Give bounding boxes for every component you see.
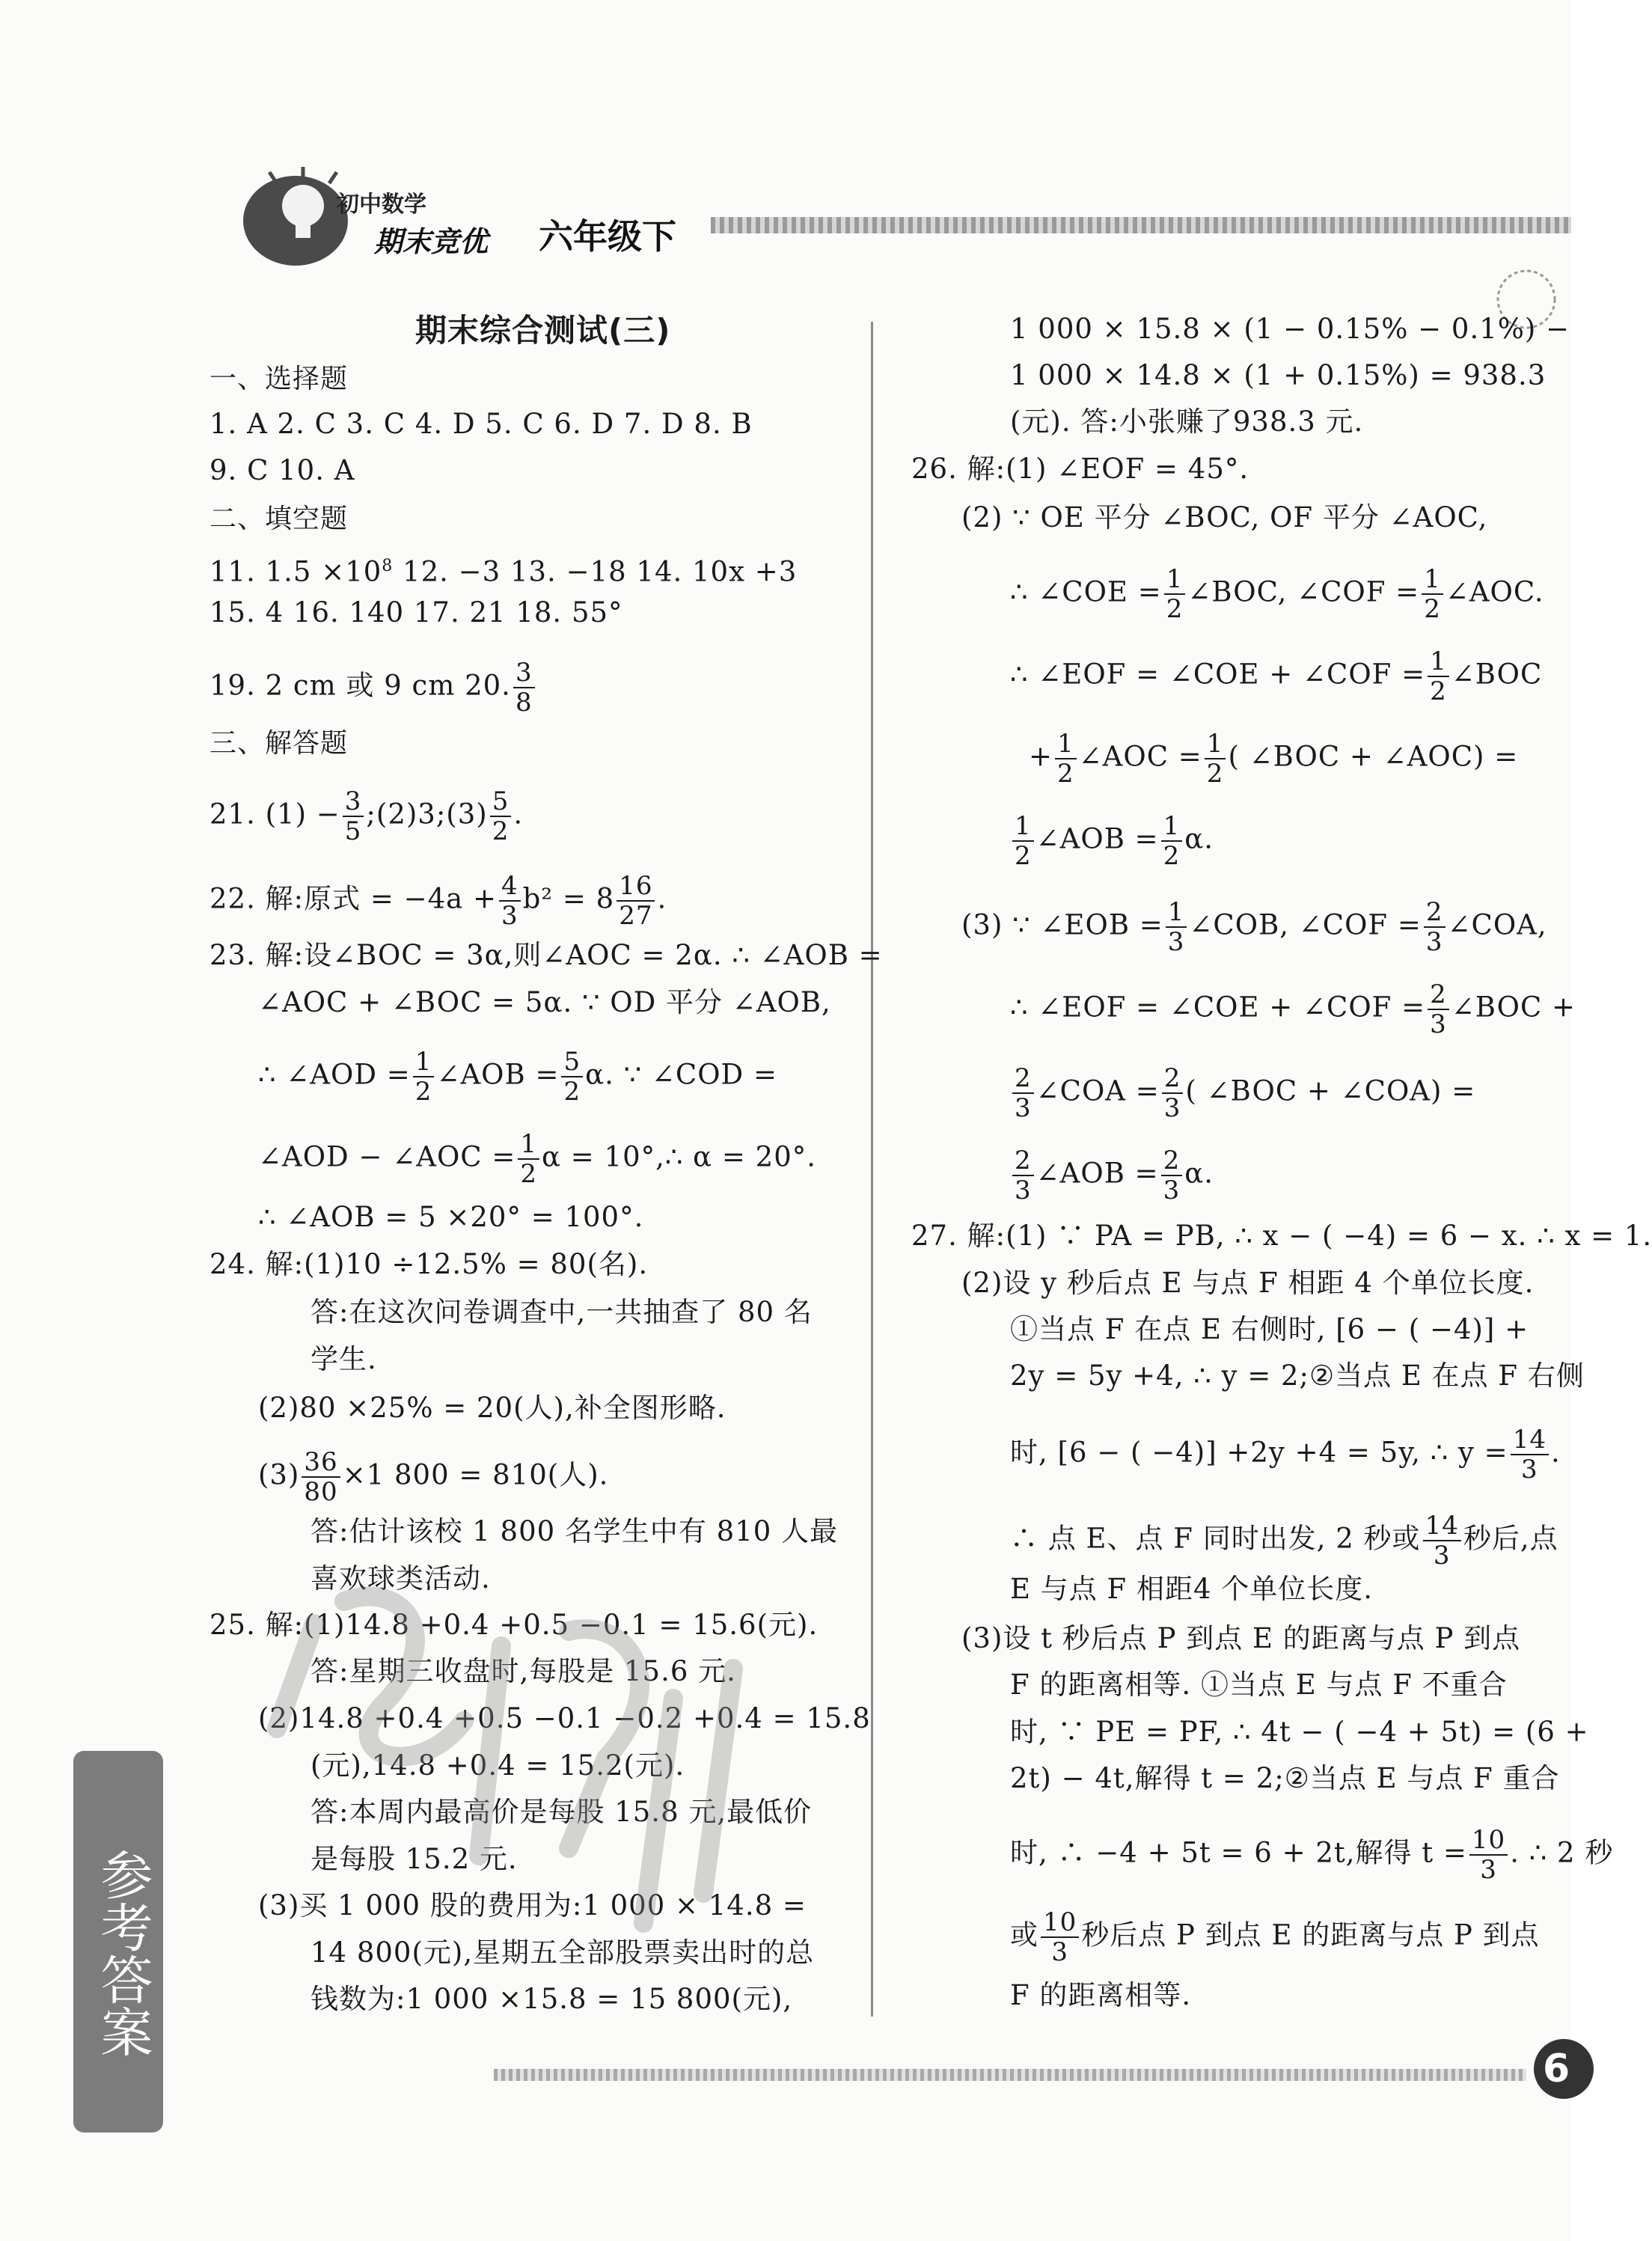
answer-line: ∴ ∠COE = $\frac{1}{2}$ ∠BOC, ∠COF = $\frac{1}{2}$ ∠AOC.	[1010, 564, 1544, 624]
answer-line: 24. 解:(1)10 ÷12.5% = 80(名).	[209, 1248, 649, 1280]
answer-line: 9. C 10. A	[209, 454, 355, 486]
column-divider	[871, 322, 873, 2017]
answer-line: 喜欢球类活动.	[310, 1562, 491, 1595]
answer-line: ∴ ∠AOD = $\frac{1}{2}$ ∠AOB = $\frac{5}{2}$ α. ∵ ∠COD =	[258, 1047, 777, 1107]
fraction: $\frac{10}{3}$	[1041, 1908, 1079, 1966]
answer-line: 1. A 2. C 3. C 4. D 5. C 6. D 7. D 8. B	[209, 408, 753, 440]
answer-line: 2y = 5y +4, ∴ y = 2;②当点 E 在点 F 右侧	[1010, 1360, 1585, 1392]
answer-line: F 的距离相等.	[1010, 1979, 1192, 2011]
answer-line: F 的距离相等. ①当点 E 与点 F 不重合	[1010, 1669, 1508, 1701]
fraction: $\frac{1}{3}$	[1166, 898, 1187, 956]
answer-line: $\frac{1}{2}$ ∠AOB = $\frac{1}{2}$ α.	[1010, 812, 1214, 870]
answer-line: 14 800(元),星期五全部股票卖出时的总	[310, 1936, 815, 1969]
fraction: $\frac{2}{3}$	[1161, 1146, 1183, 1205]
answer-line: 钱数为:1 000 ×15.8 = 15 800(元),	[310, 1983, 793, 2015]
fraction: $\frac{1}{2}$	[1164, 565, 1186, 623]
answer-line: E 与点 F 相距4 个单位长度.	[1010, 1573, 1374, 1605]
answer-line: 是每股 15.2 元.	[310, 1843, 518, 1875]
fraction: $\frac{4}{3}$	[499, 872, 521, 930]
fraction: $\frac{16}{27}$	[617, 872, 655, 930]
answer-line: 1 000 × 15.8 × (1 − 0.15% − 0.1%) −	[1010, 313, 1570, 345]
side-tab-label: 参考答案	[92, 1848, 153, 2058]
fraction: $\frac{3}{8}$	[513, 658, 535, 717]
fraction: $\frac{1}{2}$	[1422, 565, 1443, 623]
answer-line: 27. 解:(1) ∵ PA = PB, ∴ x − ( −4) = 6 − x. ∴ x = 1.	[911, 1220, 1652, 1252]
fraction: $\frac{2}{3}$	[1424, 898, 1446, 956]
fraction: $\frac{1}{2}$	[1428, 647, 1449, 706]
answer-line: (元). 答:小张赚了938.3 元.	[1010, 406, 1364, 438]
answer-line: 时, [6 − ( −4)] +2y +4 = 5y, ∴ y = $\frac{14}{3}$ .	[1010, 1425, 1561, 1485]
answer-line: 时, ∵ PE = PF, ∴ 4t − ( −4 + 5t) = (6 +	[1010, 1716, 1589, 1748]
fraction: $\frac{2}{3}$	[1012, 1146, 1034, 1205]
fraction: $\frac{1}{2}$	[1055, 730, 1077, 788]
answer-line: (元),14.8 +0.4 = 15.2(元).	[310, 1749, 685, 1782]
fraction: $\frac{14}{3}$	[1423, 1511, 1461, 1570]
header-grade: 六年级下	[539, 216, 676, 257]
answer-line: (2)设 y 秒后点 E 与点 F 相距 4 个单位长度.	[961, 1267, 1535, 1299]
fraction: $\frac{5}{2}$	[490, 787, 512, 846]
footer-dotted-band	[494, 2069, 1526, 2081]
answer-line: 答:估计该校 1 800 名学生中有 810 人最	[310, 1515, 839, 1547]
answer-line: 时, ∴ −4 + 5t = 6 + 2t,解得 t = $\frac{10}{3}$ . ∴ 2 秒	[1010, 1825, 1614, 1885]
answer-line: 1 000 × 14.8 × (1 + 0.15%) = 938.3	[1010, 359, 1547, 391]
fraction: $\frac{1}{2}$	[1012, 812, 1034, 870]
answer-line: 15. 4 16. 140 17. 21 18. 55°	[209, 596, 623, 629]
watermark-icon	[254, 1534, 838, 1953]
fraction: $\frac{1}{2}$	[518, 1130, 539, 1188]
answer-line: (2) ∵ OE 平分 ∠BOC, OF 平分 ∠AOC,	[961, 501, 1488, 534]
fraction: $\frac{1}{2}$	[1205, 730, 1226, 788]
answer-line: 或 $\frac{10}{3}$ 秒后点 P 到点 E 的距离与点 P 到点	[1010, 1907, 1540, 1967]
fraction: $\frac{2}{3}$	[1428, 980, 1449, 1039]
section-heading: 三、解答题	[209, 728, 349, 759]
fraction: $\frac{1}{2}$	[1161, 812, 1183, 870]
answer-line: 学生.	[310, 1343, 377, 1375]
fraction: $\frac{5}{2}$	[561, 1048, 583, 1106]
fraction: $\frac{2}{3}$	[1012, 1064, 1034, 1122]
page-number: 6	[1534, 2039, 1594, 2099]
answer-line: + $\frac{1}{2}$ ∠AOC = $\frac{1}{2}$ ( ∠BOC + ∠AOC) =	[1029, 729, 1519, 789]
answer-line: 答:在这次问卷调查中,一共抽查了 80 名	[310, 1296, 813, 1328]
answer-line: ∴ ∠EOF = ∠COE + ∠COF = $\frac{1}{2}$ ∠BOC	[1010, 646, 1543, 706]
answer-line: 22. 解:原式 = −4a + $\frac{4}{3}$ b² = 8 $\frac{16}{27}$ .	[209, 871, 667, 931]
answer-line: ∠AOC + ∠BOC = 5α. ∵ OD 平分 ∠AOB,	[258, 986, 831, 1018]
answer-line: (3)买 1 000 股的费用为:1 000 × 14.8 =	[258, 1889, 807, 1921]
section-heading: 一、选择题	[209, 364, 349, 394]
answer-line: 答:本周内最高价是每股 15.8 元,最低价	[310, 1796, 813, 1828]
fraction: $\frac{2}{3}$	[1162, 1064, 1184, 1122]
answer-line: ∠AOD − ∠AOC = $\frac{1}{2}$ α = 10°,∴ α = 20°.	[258, 1129, 817, 1189]
answer-line: (3) $\frac{36}{80}$ ×1 800 = 810(人).	[258, 1447, 609, 1507]
answer-line: 11. $1.5 \times 10^8$ 12. −3 13. −18 14. 10x +3	[209, 555, 798, 588]
answer-line: 23. 解:设∠BOC = 3α,则∠AOC = 2α. ∴ ∠AOB =	[209, 939, 883, 971]
answer-line: 25. 解:(1)14.8 +0.4 +0.5 −0.1 = 15.6(元).	[209, 1609, 819, 1641]
page-title: 期末综合测试(三)	[415, 312, 671, 349]
fraction: $\frac{3}{5}$	[343, 787, 364, 846]
answer-line: ∴ ∠EOF = ∠COE + ∠COF = $\frac{2}{3}$ ∠BOC +	[1010, 979, 1576, 1039]
answer-line: ∴ 点 E、点 F 同时出发, 2 秒或 $\frac{14}{3}$ 秒后,点	[1010, 1511, 1558, 1571]
answer-line: 2t) − 4t,解得 t = 2;②当点 E 与点 F 重合	[1010, 1762, 1560, 1794]
answer-line: (2)80 ×25% = 20(人),补全图形略.	[258, 1392, 726, 1424]
header-subject: 初中数学	[337, 192, 426, 218]
answer-line: (3) ∵ ∠EOB = $\frac{1}{3}$ ∠COB, ∠COF = $\frac{2}{3}$ ∠COA,	[961, 897, 1547, 957]
answer-line: ①当点 F 在点 E 右侧时, [6 − ( −4)] +	[1010, 1313, 1529, 1345]
answer-line: 26. 解:(1) ∠EOF = 45°.	[911, 453, 1249, 485]
fraction: $\frac{10}{3}$	[1469, 1826, 1508, 1884]
fraction: $\frac{1}{2}$	[413, 1048, 435, 1106]
answer-line: $\frac{2}{3}$ ∠COA = $\frac{2}{3}$ ( ∠BOC + ∠COA) =	[1010, 1064, 1475, 1122]
answer-line: (2)14.8 +0.4 +0.5 −0.1 −0.2 +0.4 = 15.8	[258, 1702, 871, 1734]
header-series: 期末竞优	[374, 225, 489, 258]
header-dotted-band	[711, 217, 1571, 233]
answer-line: 答:星期三收盘时,每股是 15.6 元.	[310, 1655, 736, 1687]
fraction: $\frac{14}{3}$	[1511, 1425, 1549, 1484]
answer-line: ∴ ∠AOB = 5 ×20° = 100°.	[258, 1201, 644, 1233]
answer-line: $\frac{2}{3}$ ∠AOB = $\frac{2}{3}$ α.	[1010, 1146, 1214, 1205]
fraction: $\frac{36}{80}$	[302, 1448, 340, 1506]
answer-line: 21. (1) − $\frac{3}{5}$ ;(2)3;(3) $\frac{5}{2}$ .	[209, 786, 524, 846]
answer-line: (3)设 t 秒后点 P 到点 E 的距离与点 P 到点	[961, 1622, 1521, 1654]
section-heading: 二、填空题	[209, 504, 349, 534]
answer-line: 19. 2 cm 或 9 cm 20. $\frac{3}{8}$	[209, 658, 537, 717]
